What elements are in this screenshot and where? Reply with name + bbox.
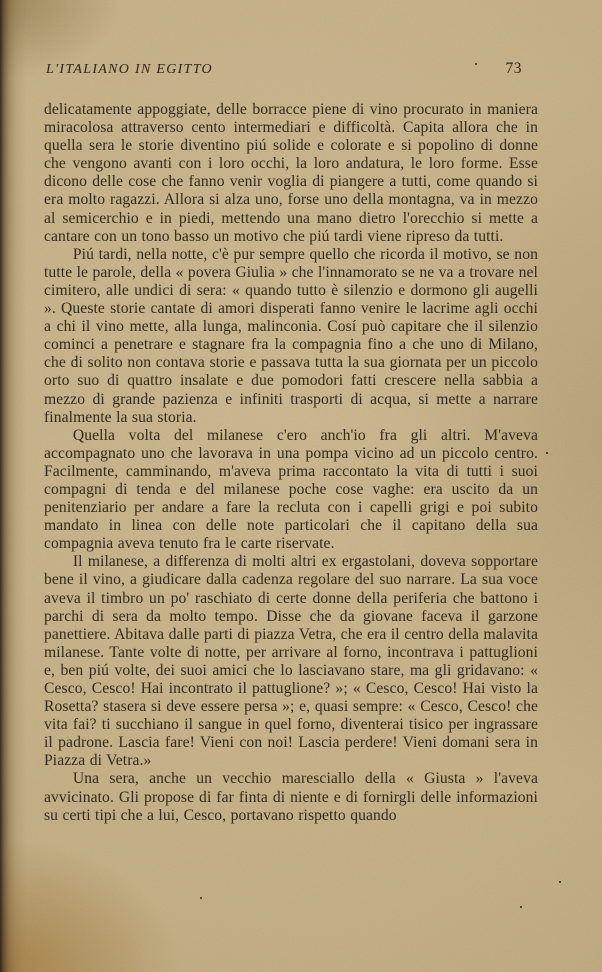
- running-title: L'ITALIANO IN EGITTO: [46, 62, 213, 77]
- body-text: [44, 101, 538, 825]
- paragraph: Una sera, anche un vecchio maresciallo della « Giusta » l'aveva avvicinato. Gli propose di far finta di niente e di fornirgli delle informazioni su certi tipi che a lui, Cesco, portavano rispetto quando: [44, 770, 538, 824]
- page-number: 73: [505, 60, 522, 77]
- paragraph: delicatamente appoggiate, delle borracce piene di vino procurato in maniera miracolosa attraverso cento intermediari e difficoltà. Capita allora che in quella sera le storie diventino piú solide e colorate e si popolino di donne che vengono avanti con i loro occhi, la loro andatura, le loro forme. Esse dicono delle cose che fanno venir voglia di piangere a tutti, come quando si era molto ragazzi. Allora si alza uno, forse uno della montagna, va in mezzo al semicerchio e in piedi, mettendo una mano dietro l'orecchio si mette a cantare con un tono basso un motivo che piú tardi viene ripreso da tutti.: [44, 101, 538, 245]
- paragraph: Piú tardi, nella notte, c'è pur sempre quello che ricorda il motivo, se non tutte le parole, della « povera Giulia » che l'innamorato se ne va a trovare nel cimitero, alle undici di sera: « quando tutto è silenzio e dormono gli augelli ». Queste storie cantate di amori disperati fanno venire le lacrime agli occhi a chi il vino mette, alla lunga, malinconia. Cosí può capitare che il silenzio cominci a penetrare e stagnare fra la compagnia fino a che uno di Milano, che di solito non contava storie e passava tutta la sua giornata per un piccolo orto suo di quattro insalate e due pomodori fatti crescere nella sabbia a mezzo di grande pazienza e infiniti trasporti di acqua, si mette a narrare finalmente la sua storia.: [44, 245, 538, 426]
- spine-shadow: [0, 0, 26, 972]
- paragraph: Il milanese, a differenza di molti altri ex ergastolani, doveva sopportare bene il vino, a giudicare dalla cadenza regolare del suo narrare. La sua voce aveva il timbro un po' raschiato di certe donne della periferia che battono i parchi di sera da molto tempo. Disse che da giovane faceva il garzone panettiere. Abitava dalle parti di piazza Vetra, che era il centro della malavita milanese. Tante volte di notte, per arrivare al forno, incontrava i pattuglioni e, ben piú volte, dei suoi amici che lo lasciavano stare, ma gli gridavano: « Cesco, Cesco! Hai incontrato il pattuglione? »; « Cesco, Cesco! Hai visto la Rosetta? stasera si deve essere persa »; e, quasi sempre: « Cesco, Cesco! che vita fai? ti succhiano il sangue in quel forno, diventerai tisico per ingrassare il padrone. Lascia fare! Vieni con noi! Lascia perdere! Vieni domani sera in Piazza di Vetra.»: [44, 553, 538, 770]
- paragraph: Quella volta del milanese c'ero anch'io fra gli altri. M'aveva accompagnato uno che lavorava in una pompa vicino ad un piccolo centro. Facilmente, camminando, m'aveva prima raccontato la vita di tutti i suoi compagni di tenda e del milanese poche cose vaghe: era uscito da un penitenziario per andare a fare la recluta con i capelli grigi e poi subito mandato in linea con delle note particolari che il capitano della sua compagnia aveva tenuto fra le carte riservate.: [44, 426, 538, 553]
- page-header: [46, 60, 538, 78]
